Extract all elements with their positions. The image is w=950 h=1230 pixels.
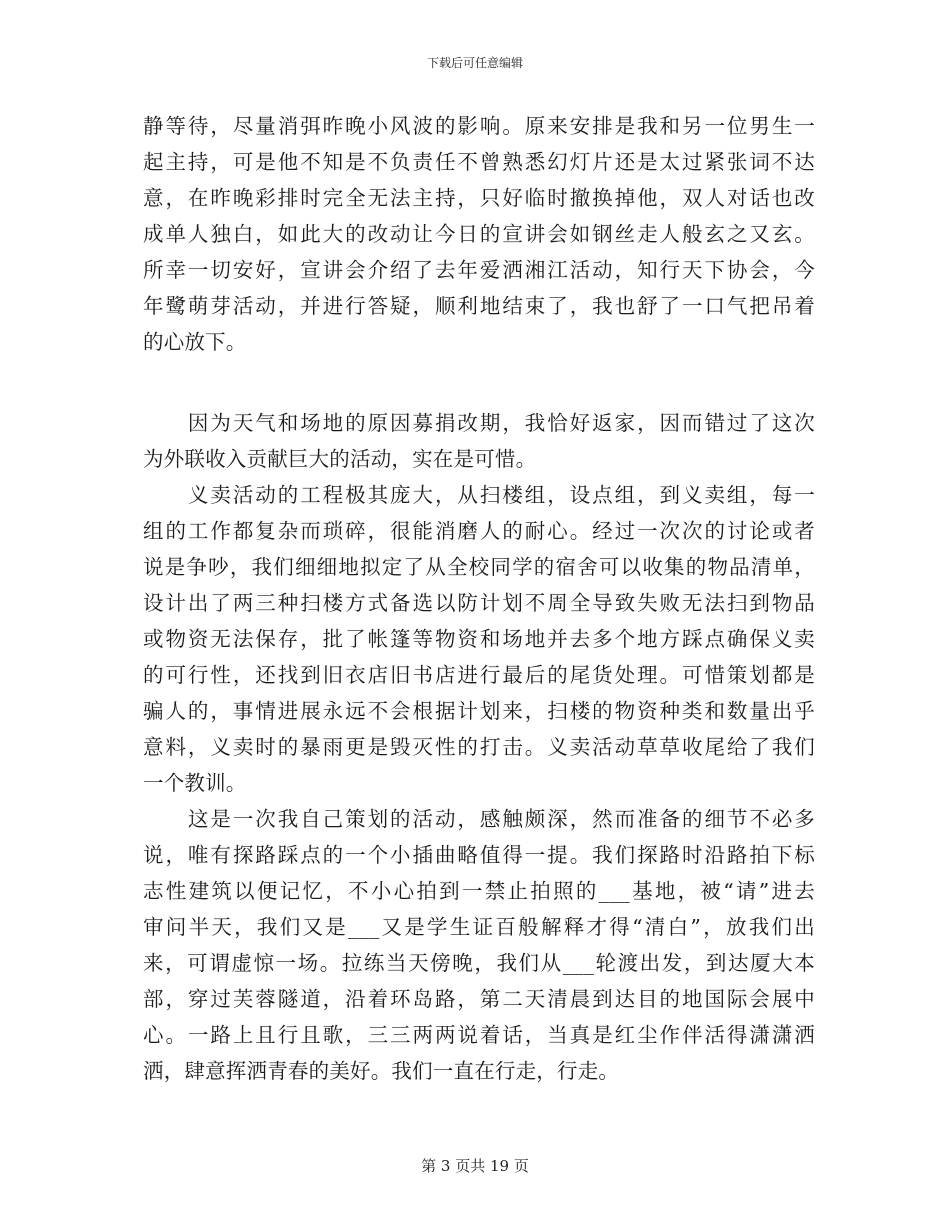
text-line: 因为天气和场地的原因募捐改期，我恰好返家，因而错过了这次 — [143, 411, 815, 435]
paragraph — [143, 405, 815, 477]
text-line: 或物资无法保存，批了帐篷等物资和场地并去多个地方踩点确保义卖 — [143, 627, 815, 651]
text-line: 心。一路上且行且歌，三三两两说着话，当真是红尘作伴活得潇潇洒 — [143, 1023, 815, 1047]
paragraph — [143, 801, 815, 1089]
text-line: 来，可谓虚惊一场。拉练当天傍晚，我们从___轮渡出发，到达厦大本 — [143, 951, 815, 975]
text-line: 志性建筑以便记忆，不小心拍到一禁止拍照的___基地，被“请”进去 — [143, 879, 815, 903]
text-line: 审问半天，我们又是___又是学生证百般解释才得“清白”，放我们出 — [143, 915, 815, 939]
text-line: 说是争吵，我们细细地拟定了从全校同学的宿舍可以收集的物品清单， — [143, 555, 815, 579]
text-line: 静等待，尽量消弭昨晚小风波的影响。原来安排是我和另一位男生一 — [143, 114, 815, 138]
text-line: 义卖活动的工程极其庞大，从扫楼组，设点组，到义卖组，每一 — [143, 483, 815, 507]
text-line: 为外联收入贡献巨大的活动，实在是可惜。 — [143, 447, 537, 471]
paragraph — [143, 108, 815, 360]
text-line: 意料，义卖时的暴雨更是毁灭性的打击。义卖活动草草收尾给了我们 — [143, 735, 815, 759]
paragraph-spacer — [143, 360, 815, 405]
text-line: 年鹭萌芽活动，并进行答疑，顺利地结束了，我也舒了一口气把吊着 — [143, 294, 815, 318]
text-line: 洒，肆意挥洒青春的美好。我们一直在行走，行走。 — [143, 1059, 620, 1083]
page-number: 第 3 页共 19 页 — [421, 1157, 529, 1175]
text-line: 设计出了两三种扫楼方式备选以防计划不周全导致失败无法扫到物品 — [143, 591, 815, 615]
text-line: 组的工作都复杂而琐碎，很能消磨人的耐心。经过一次次的讨论或者 — [143, 519, 815, 543]
page-header-note: 下载后可任意编辑 — [426, 56, 523, 70]
paragraph — [143, 477, 815, 801]
text-line: 所幸一切安好，宣讲会介绍了去年爱洒湘江活动，知行天下协会，今 — [143, 258, 815, 282]
text-line: 骗人的，事情进展永远不会根据计划来，扫楼的物资种类和数量出乎 — [143, 699, 815, 723]
text-line: 意，在昨晚彩排时完全无法主持，只好临时撤换掉他，双人对话也改 — [143, 186, 815, 210]
text-line: 起主持，可是他不知是不负责任不曾熟悉幻灯片还是太过紧张词不达 — [143, 150, 815, 174]
text-line: 部，穿过芙蓉隧道，沿着环岛路，第二天清晨到达目的地国际会展中 — [143, 987, 815, 1011]
text-line: 成单人独白，如此大的改动让今日的宣讲会如钢丝走人般玄之又玄。 — [143, 222, 815, 246]
text-line: 一个教训。 — [143, 771, 247, 795]
document-body — [143, 108, 815, 1089]
text-line: 的可行性，还找到旧衣店旧书店进行最后的尾货处理。可惜策划都是 — [143, 663, 815, 687]
text-line: 这是一次我自己策划的活动，感触颇深，然而准备的细节不必多 — [143, 807, 815, 831]
text-line: 的心放下。 — [143, 330, 247, 354]
text-line: 说，唯有探路踩点的一个小插曲略值得一提。我们探路时沿路拍下标 — [143, 843, 815, 867]
